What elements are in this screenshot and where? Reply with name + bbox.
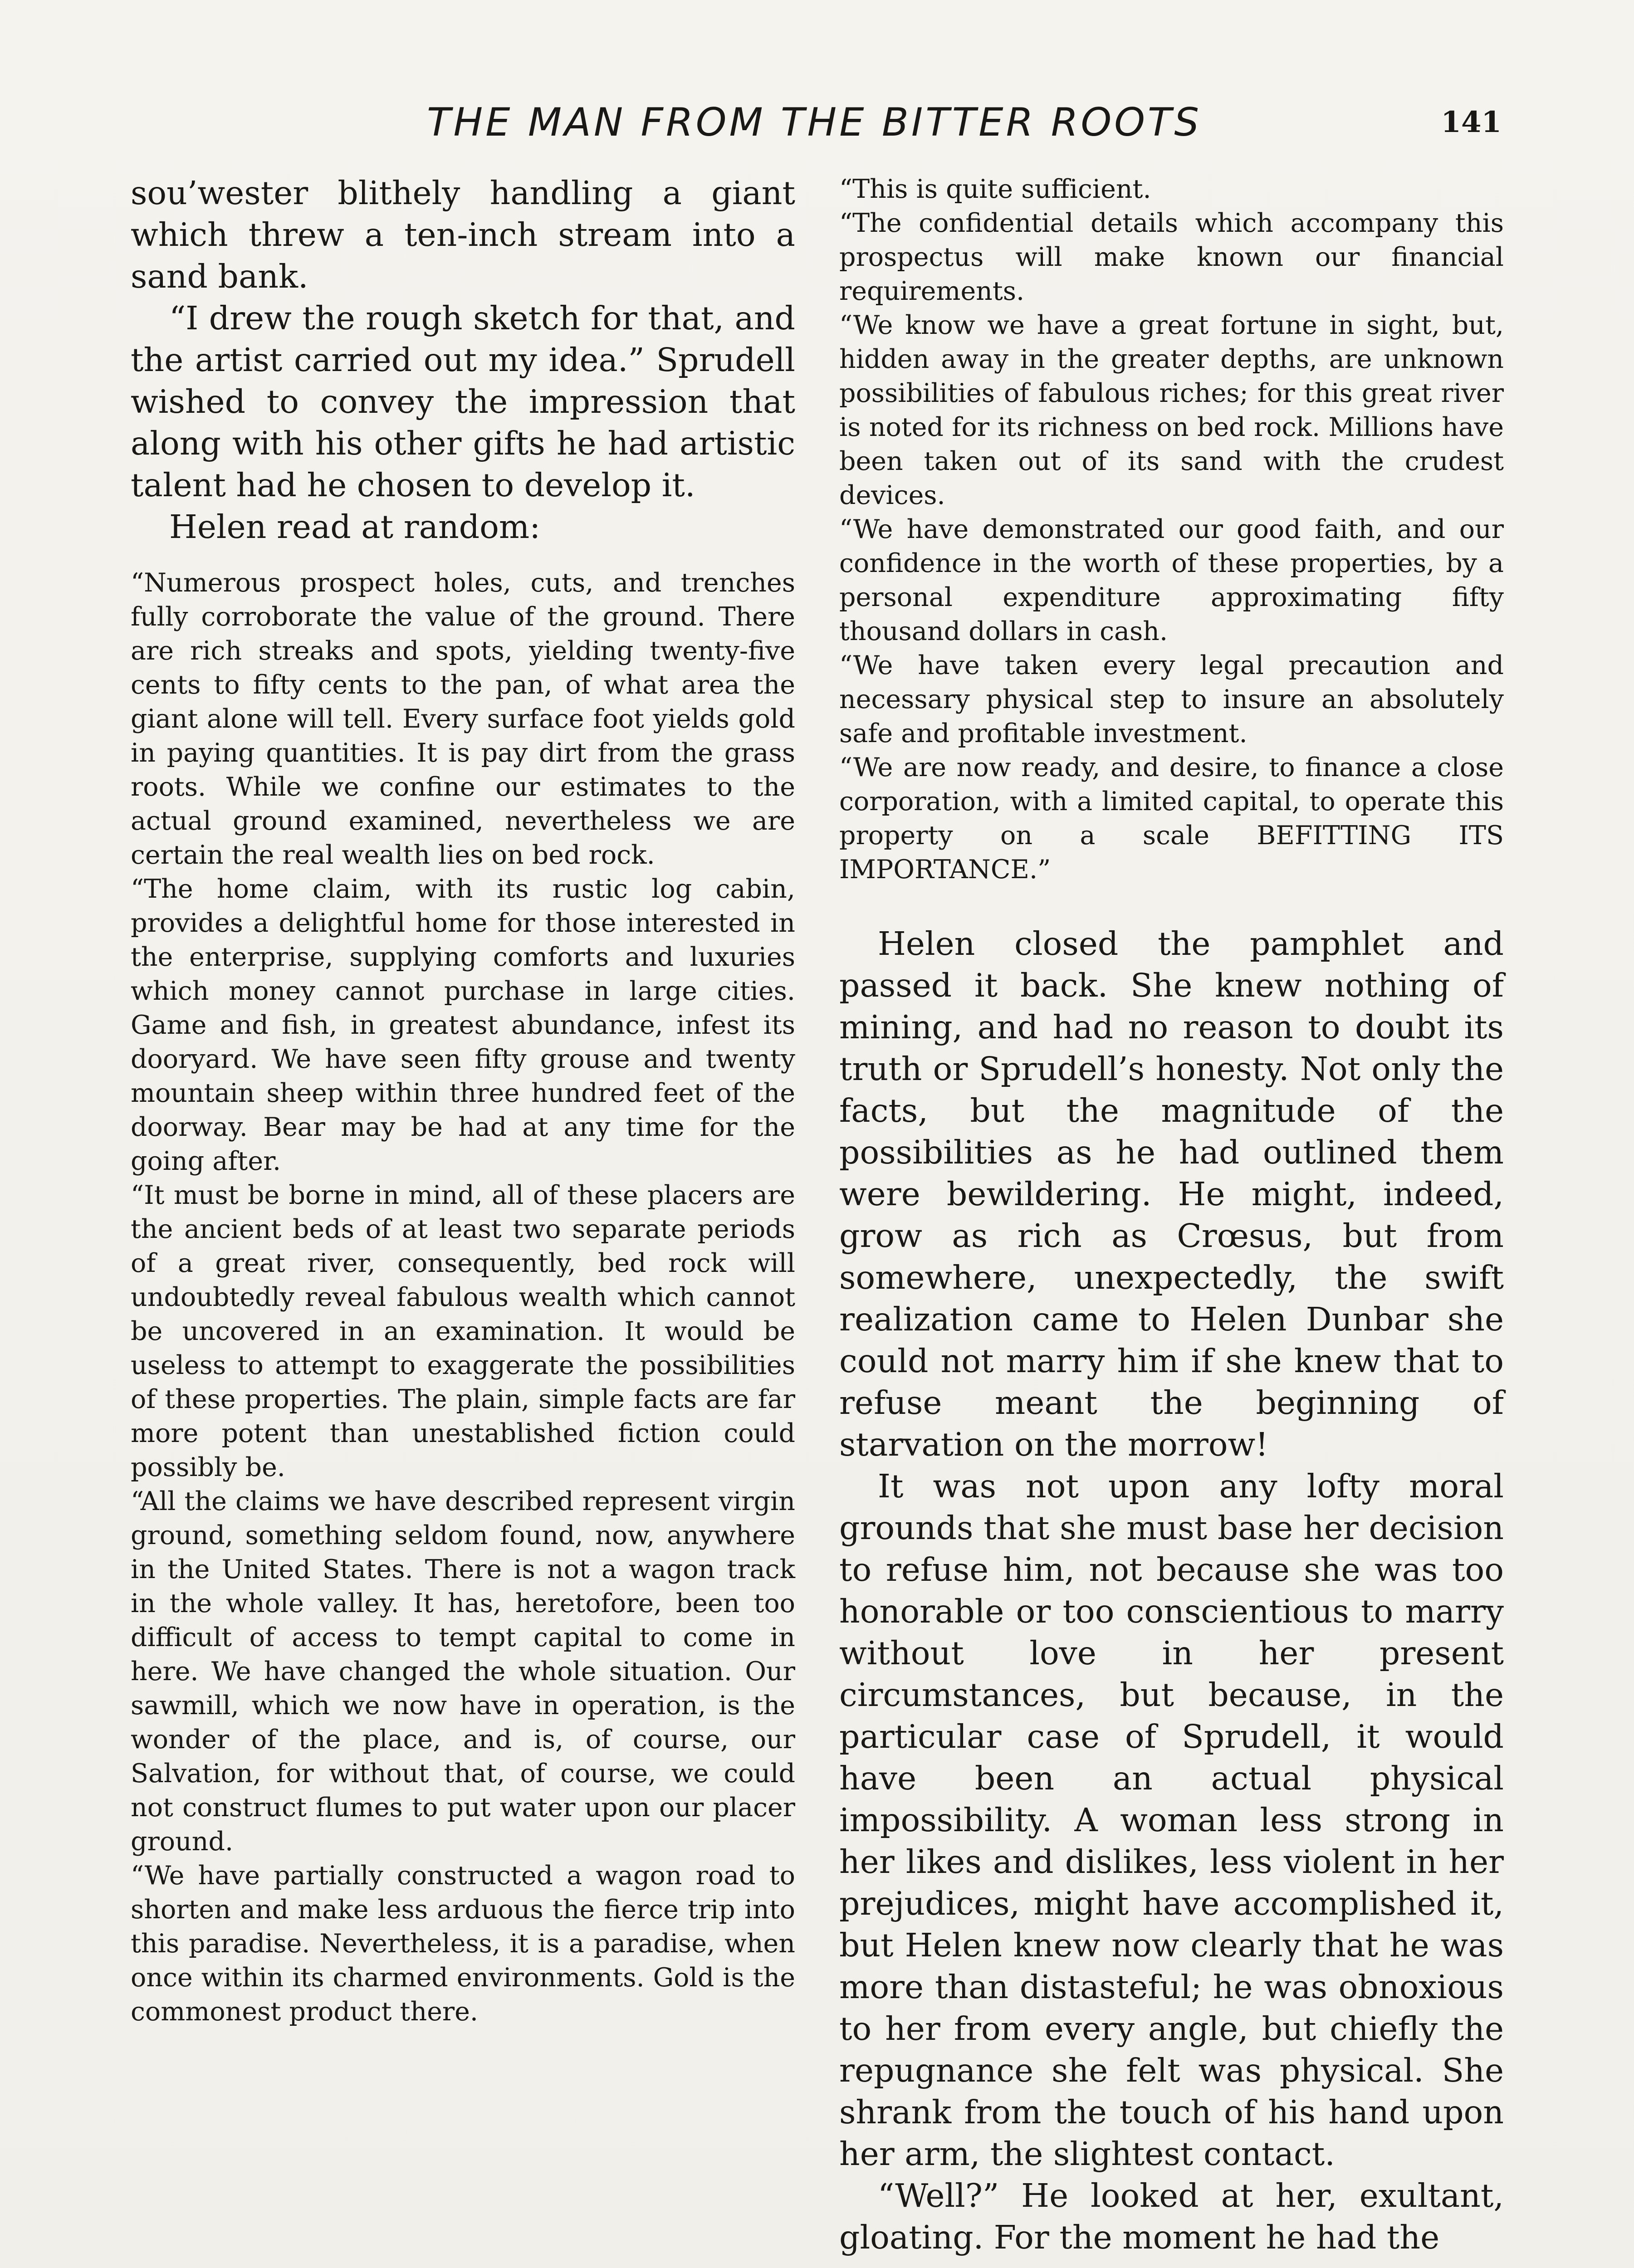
paragraph: Helen read at random: <box>169 508 541 546</box>
left-column <box>131 172 795 2029</box>
quote-paragraph: “This is quite sufficient. <box>839 174 1151 204</box>
right-column <box>839 172 1504 2258</box>
quote-paragraph: “The confidential details which accompany this prospectus will make known our financial requirements. <box>839 208 1504 306</box>
running-head <box>127 93 1502 152</box>
quote-paragraph: “Numerous prospect holes, cuts, and trenches fully corroborate the value of the ground. There are rich streaks and spots, yielding twenty-five cents to fifty cents to the pan, of what area the giant alone will tell. Every surface foot yields gold in paying quantities. It is pay dirt from the grass roots. While we confine our estimates to the actual ground examined, nevertheless we are certain the real wealth lies on bed rock. <box>131 568 795 870</box>
quote-paragraph: “We have demonstrated our good faith, and our confidence in the worth of these properties, by a personal expenditure approximating fifty thousand dollars in cash. <box>839 514 1504 646</box>
quote-paragraph: “We know we have a great fortune in sight, but, hidden away in the greater depths, are unknown possibilities of fabulous riches; for this great river is noted for its richness on bed rock. Millions have been taken out of its sand with the crudest devices. <box>839 310 1504 510</box>
paragraph: “Well?” He looked at her, exultant, gloating. For the moment he had the <box>839 2177 1504 2256</box>
paragraph: It was not upon any lofty moral grounds that she must base her decision to refuse him, not because she was too honorable or too conscientious to marry without love in her present circumstances, but because, in the particular case of Sprudell, it would have been an actual physical impossibility. A woman less strong in her likes and dislikes, less violent in her prejudices, might have accomplished it, but Helen knew now clearly that he was more than distasteful; he was obnoxious to her from every angle, but chiefly the repugnance she felt was physical. She shrank from the touch of his hand upon her arm, the slightest contact. <box>839 1467 1504 2173</box>
quote-paragraph: “It must be borne in mind, all of these placers are the ancient beds of at least two separate periods of a great river, consequently, bed rock will undoubtedly reveal fabulous wealth which cannot be uncovered in an examination. It would be useless to attempt to exaggerate the possibilities of these properties. The plain, simple facts are far more potent than unestablished fiction could possibly be. <box>131 1180 795 1482</box>
prospectus-quote-block <box>131 566 795 2029</box>
quote-paragraph: “We have taken every legal precaution and necessary physical step to insure an absolutely safe and profitable investment. <box>839 650 1504 748</box>
paragraph: Helen closed the pamphlet and passed it back. She knew nothing of mining, and had no reason to doubt its truth or Sprudell’s honesty. Not only the facts, but the magnitude of the possibilities as he had outlined them were bewildering. He might, indeed, grow as rich as Crœsus, but from somewhere, unexpectedly, the swift realization came to Helen Dunbar she could not marry him if she knew that to refuse meant the beginning of starvation on the morrow! <box>839 925 1504 1463</box>
quote-paragraph: “We are now ready, and desire, to finance a close corporation, with a limited capital, to operate this property on a scale BEFITTING ITS IMPORTANCE.” <box>839 753 1504 885</box>
left-body-text <box>131 172 795 548</box>
quote-paragraph: “We have partially constructed a wagon road to shorten and make less arduous the fierce trip into this paradise. Nevertheless, it is a paradise, when once within its charmed environments. Gold is the commonest product there. <box>131 1861 795 2027</box>
right-body-text <box>839 923 1504 2258</box>
page-number: 141 <box>1441 105 1502 139</box>
quote-paragraph: “The home claim, with its rustic log cabin, provides a delightful home for those interested in the enterprise, supplying comforts and luxuries which money cannot purchase in large cities. Game and fish, in greatest abundance, infest its dooryard. We have seen fifty grouse and twenty mountain sheep within three hundred feet of the doorway. Bear may be had at any time for the going after. <box>131 874 795 1176</box>
running-title: THE MAN FROM THE BITTER ROOTS <box>426 100 1202 145</box>
quote-paragraph: “All the claims we have described represent virgin ground, something seldom found, now, anywhere in the United States. There is not a wagon track in the whole valley. It has, heretofore, been too difficult of access to tempt capital to come in here. We have changed the whole situation. Our sawmill, which we now have in operation, is the wonder of the place, and is, of course, our Salvation, for without that, of course, we could not construct flumes to put water upon our placer ground. <box>131 1486 795 1857</box>
paragraph: sou’wester blithely handling a giant which threw a ten-inch stream into a sand bank. <box>131 174 795 295</box>
paragraph: “I drew the rough sketch for that, and the artist carried out my idea.” Sprudell wished to convey the impression that along with his other gifts he had artistic talent had he chosen to develop it. <box>131 299 795 504</box>
prospectus-quote-block <box>839 172 1504 887</box>
